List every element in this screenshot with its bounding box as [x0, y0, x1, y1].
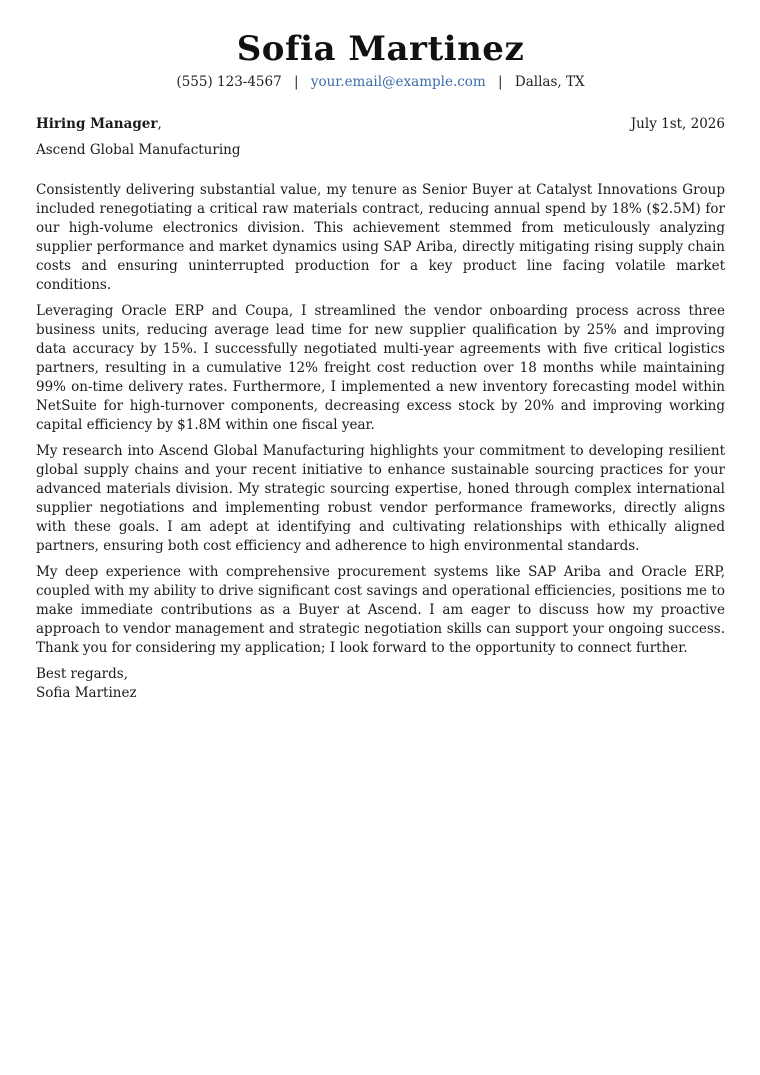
contact-line [36, 73, 725, 91]
email-link[interactable]: your.email@example.com [310, 74, 486, 90]
closing-salutation: Best regards, [36, 666, 129, 682]
letter-header [36, 29, 725, 91]
recipient-line [36, 115, 162, 133]
contact-separator: | [294, 74, 299, 90]
signature-name: Sofia Martinez [36, 685, 137, 701]
recipient-date-row [36, 115, 725, 133]
recipient-name: Hiring Manager [36, 116, 158, 132]
contact-separator: | [498, 74, 503, 90]
applicant-name: Sofia Martinez [236, 29, 525, 69]
body-paragraph: My research into Ascend Global Manufacturing highlights your commitment to developing resilient global supply chains and your recent initiative to enhance sustainable sourcing practices for your advanced materials division. My strategic sourcing expertise, honed through complex international supplier negotiations and implementing robust vendor performance frameworks, directly aligns with these goals. I am adept at identifying and cultivating relationships with ethically aligned partners, ensuring both cost efficiency and adherence to high environmental standards. [36, 443, 725, 554]
body-paragraph: Consistently delivering substantial value, my tenure as Senior Buyer at Catalyst Innovations Group included renegotiating a critical raw materials contract, reducing annual spend by 18% ($2.5M) for our high-volume electronics division. This achievement stemmed from meticulously analyzing supplier performance and market dynamics using SAP Ariba, directly mitigating rising supply chain costs and ensuring uninterrupted production for a key product line facing volatile market conditions. [36, 182, 725, 293]
letter-date: July 1st, 2026 [630, 116, 725, 132]
recipient-company: Ascend Global Manufacturing [36, 142, 241, 158]
phone-number: (555) 123-4567 [176, 74, 282, 90]
location: Dallas, TX [514, 74, 585, 90]
body-paragraph: My deep experience with comprehensive procurement systems like SAP Ariba and Oracle ERP, coupled with my ability to drive significant cost savings and operational efficiencies, positions me to make immediate contributions as a Buyer at Ascend. I am eager to discuss how my proactive approach to vendor management and strategic negotiation skills can support your ongoing success. Thank you for considering my application; I look forward to the opportunity to connect further. [36, 564, 725, 656]
letter-closing [36, 665, 725, 703]
recipient-comma: , [157, 116, 162, 132]
cover-letter-page [36, 0, 725, 703]
body-paragraph: Leveraging Oracle ERP and Coupa, I streamlined the vendor onboarding process across three business units, reducing average lead time for new supplier qualification by 25% and improving data accuracy by 15%. I successfully negotiated multi-year agreements with five critical logistics partners, resulting in a cumulative 12% freight cost reduction over 18 months while maintaining 99% on-time delivery rates. Furthermore, I implemented a new inventory forecasting model within NetSuite for high-turnover components, decreasing excess stock by 20% and improving working capital efficiency by $1.8M within one fiscal year. [36, 303, 725, 433]
letter-body [36, 181, 725, 658]
